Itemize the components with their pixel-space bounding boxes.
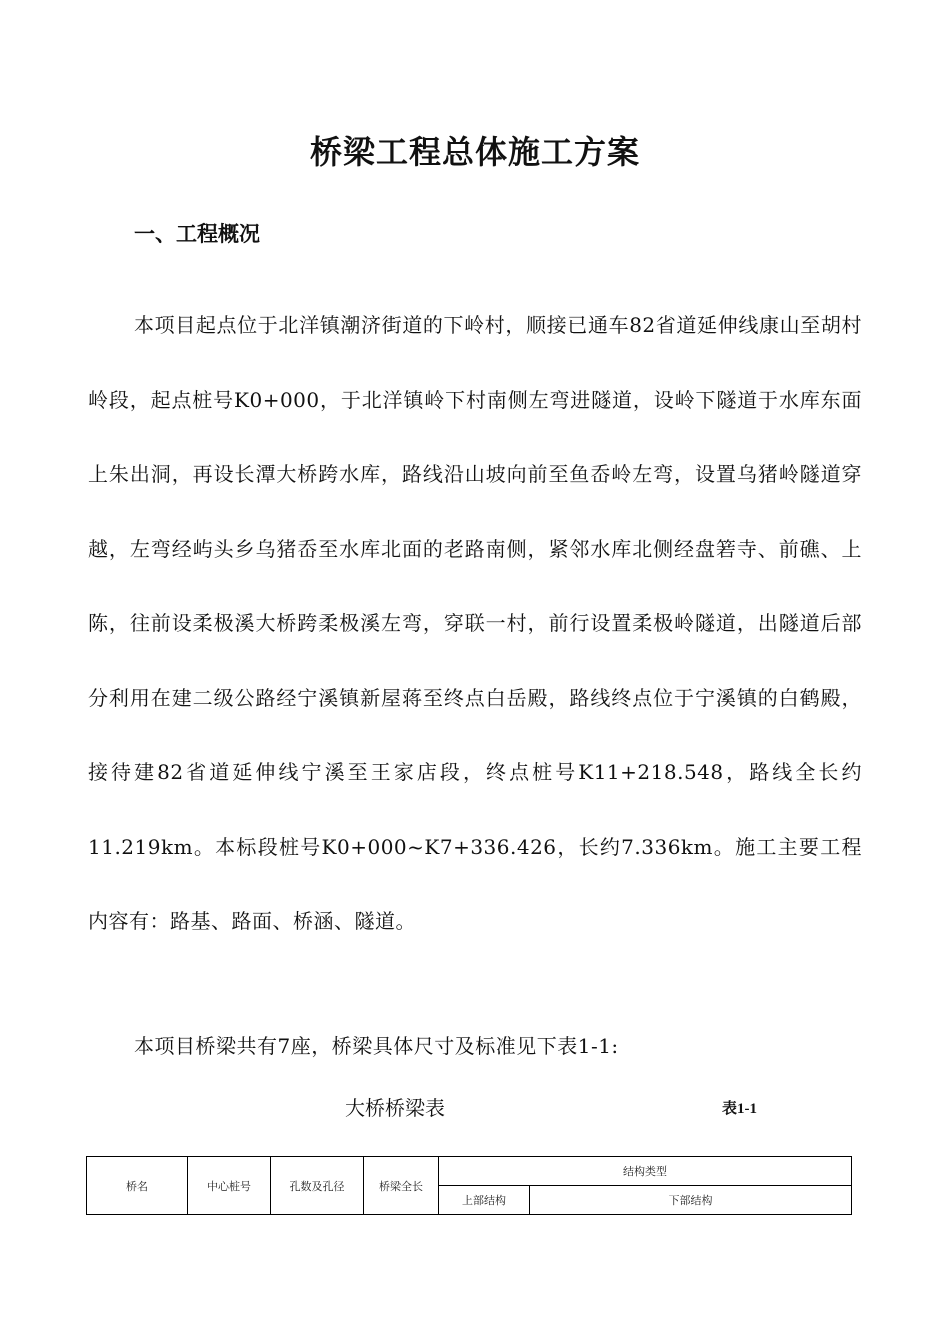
header-total-length: 桥梁全长 — [364, 1157, 439, 1215]
document-title: 桥梁工程总体施工方案 — [309, 133, 640, 171]
bridge-count-paragraph: 本项目桥梁共有7座，桥梁具体尺寸及标准见下表1-1: — [134, 1034, 619, 1058]
table-caption: 大桥桥梁表 — [345, 1096, 445, 1120]
header-substructure: 下部结构 — [530, 1186, 852, 1215]
header-structure-type: 结构类型 — [439, 1157, 852, 1186]
header-spans: 孔数及孔径 — [271, 1157, 364, 1215]
table-number: 表1-1 — [722, 1101, 757, 1117]
project-overview-paragraph: 本项目起点位于北洋镇潮济街道的下岭村，顺接已通车82省道延伸线康山至胡村岭段，起点桩号K0+000，于北洋镇岭下村南侧左弯进隧道，设岭下隧道于水库东面上朱出洞，再设长潭大桥跨水库，路线沿山坡向前至鱼岙岭左弯，设置乌猪岭隧道穿越，左弯经屿头乡乌猪岙至水库北面的老路南侧，紧邻水库北侧经盘箬寺、前礁、上陈，往前设柔极溪大桥跨柔极溪左弯，穿联一村，前行设置柔极岭隧道，出隧道后部分利用在建二级公路经宁溪镇新屋蒋至终点白岳殿，路线终点位于宁溪镇的白鹤殿，接待建82省道延伸线宁溪至王家店段，终点桩号K11+218.548，路线全长约11.219km。本标段桩号K0+000~K7+336.426，长约7.336km。施工主要工程内容有：路基、路面、桥涵、隧道。 — [88, 313, 862, 933]
table-header-row — [87, 1157, 852, 1186]
header-bridge-name: 桥名 — [87, 1157, 188, 1215]
header-superstructure: 上部结构 — [439, 1186, 530, 1215]
bridge-table — [86, 1156, 852, 1215]
header-center-station: 中心桩号 — [188, 1157, 271, 1215]
section-heading: 一、工程概况 — [134, 222, 260, 246]
